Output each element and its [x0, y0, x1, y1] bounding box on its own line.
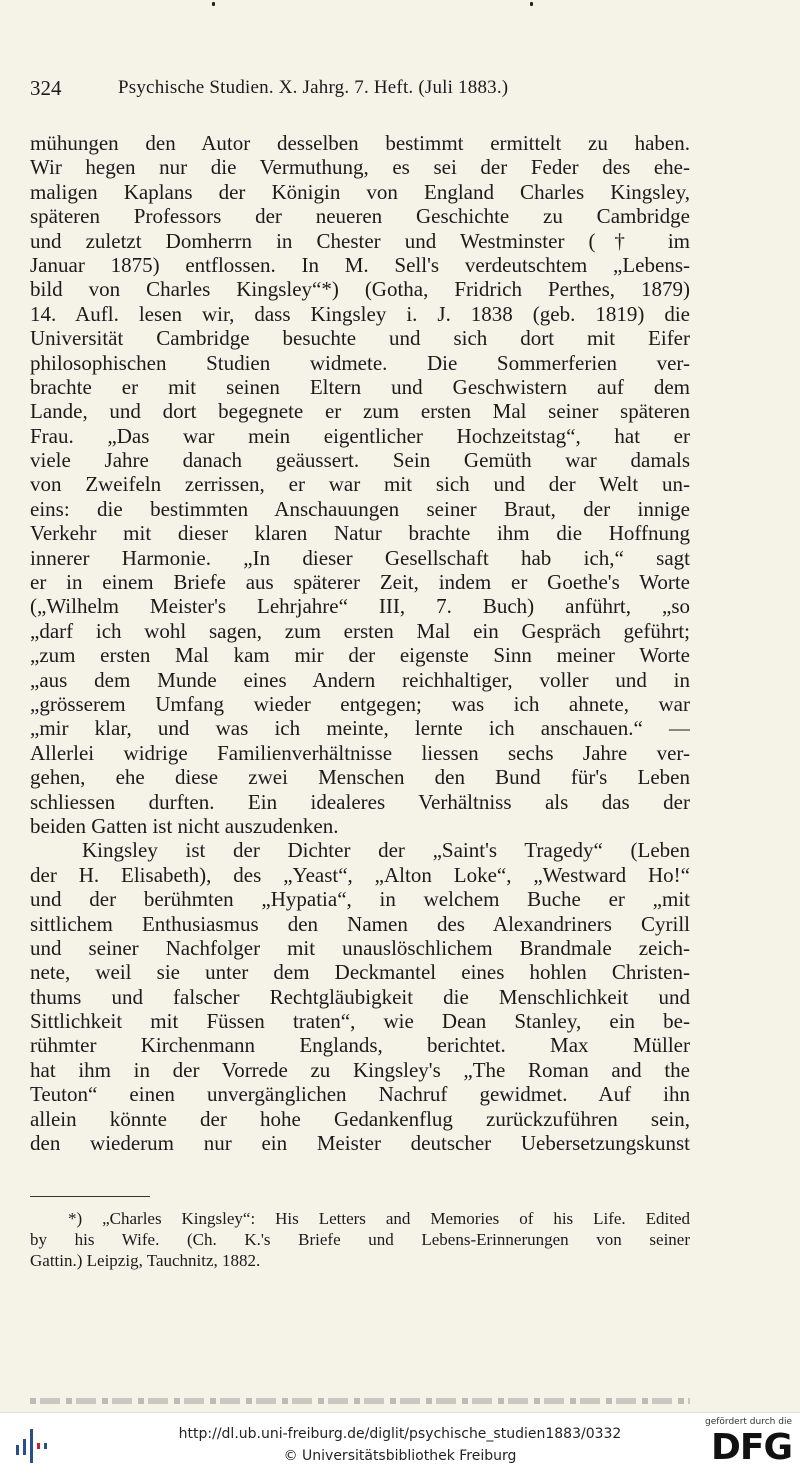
text-line: „darf ich wohl sagen, zum ersten Mal ein Gespräch geführt; — [30, 618, 690, 643]
page-number: 324 — [30, 76, 62, 100]
dfg-logo-text: DFG — [710, 1427, 792, 1468]
text-line: Januar 1875) entflossen. In M. Sell's verdeutschtem „Lebens- — [30, 252, 690, 277]
text-line: und der berühmten „Hypatia“, in welchem Buche er „mit — [30, 887, 690, 912]
text-line: und seiner Nachfolger mit unauslöschlichem Brandmale zeich- — [30, 935, 690, 960]
footnote-line: by his Wife. (Ch. K.'s Briefe und Lebens-Erinnerungen von seiner — [30, 1230, 690, 1249]
text-line: Universität Cambridge besuchte und sich dort mit Eifer — [30, 326, 690, 351]
text-line: sittlichem Enthusiasmus den Namen des Alexandriners Cyrill — [30, 911, 690, 936]
text-line: hat ihm in der Vorrede zu Kingsley's „The Roman and the — [30, 1057, 690, 1082]
scan-speck — [212, 2, 215, 6]
text-line: 14. Aufl. lesen wir, dass Kingsley i. J. 1838 (geb. 1819) die — [30, 301, 690, 326]
text-line: schliessen durften. Ein idealeres Verhältniss als das der — [30, 789, 690, 814]
text-line: Wir hegen nur die Vermuthung, es sei der Feder des ehe- — [30, 155, 690, 180]
text-line: Verkehr mit dieser klaren Natur brachte ihm die Hoffnung — [30, 521, 690, 546]
text-line: Frau. „Das war mein eigentlicher Hochzeitstag“, hat er — [30, 423, 690, 448]
text-line: gehen, ehe diese zwei Menschen den Bund für's Leben — [30, 765, 690, 790]
text-line: rühmter Kirchenmann Englands, berichtet. Max Müller — [30, 1033, 690, 1058]
text-line: Teuton“ einen unvergänglichen Nachruf gewidmet. Auf ihn — [30, 1082, 690, 1107]
text-line: Kingsley ist der Dichter der „Saint's Tragedy“ (Leben — [82, 838, 690, 863]
text-line: Lande, und dort begegnete er zum ersten Mal seiner späteren — [30, 399, 690, 424]
running-header — [30, 76, 730, 102]
running-title: Psychische Studien. X. Jahrg. 7. Heft. (Juli 1883.) — [118, 77, 509, 98]
text-line: „zum ersten Mal kam mir der eigenste Sinn meiner Worte — [30, 643, 690, 668]
footnote-rule — [30, 1196, 150, 1197]
text-line: beiden Gatten ist nicht auszudenken. — [30, 813, 339, 838]
text-line: Allerlei widrige Familienverhältnisse liessen sechs Jahre ver- — [30, 740, 690, 765]
text-line: „aus dem Munde eines Andern reichhaltiger, voller und in — [30, 667, 690, 692]
text-line: Sittlichkeit mit Füssen traten“, wie Dean Stanley, ein be- — [30, 1009, 690, 1034]
text-line: er in einem Briefe aus späterer Zeit, indem er Goethe's Worte — [30, 570, 690, 595]
text-line: allein könnte der hohe Gedankenflug zurückzuführen sein, — [30, 1106, 690, 1131]
text-line: innerer Harmonie. „In dieser Gesellschaft hab ich,“ sagt — [30, 545, 690, 570]
dfg-logo — [706, 1417, 792, 1471]
text-line: viele Jahre danach geäussert. Sein Gemüth war damals — [30, 448, 690, 473]
footnote-line: Gattin.) Leipzig, Tauchnitz, 1882. — [30, 1251, 261, 1270]
text-line: nete, weil sie unter dem Deckmantel eines hohlen Christen- — [30, 960, 690, 985]
scan-artifact-strip — [30, 1398, 690, 1404]
text-line: bild von Charles Kingsley“*) (Gotha, Fridrich Perthes, 1879) — [30, 277, 690, 302]
footnote-line: *) „Charles Kingsley“: His Letters and Memories of his Life. Edited — [68, 1209, 690, 1228]
library-footer — [0, 1412, 800, 1473]
funder-tagline: gefördert durch die — [705, 1417, 792, 1427]
text-line: „mir klar, und was ich meinte, lernte ich anschauen.“ — — [30, 716, 690, 741]
text-line: maligen Kaplans der Königin von England Charles Kingsley, — [30, 179, 690, 204]
text-line: thums und falscher Rechtgläubigkeit die Menschlichkeit und — [30, 984, 690, 1009]
text-line: philosophischen Studien widmete. Die Sommerferien ver- — [30, 350, 690, 375]
permalink-url[interactable]: http://dl.ub.uni-freiburg.de/diglit/psychische_studien1883/0332 — [178, 1426, 622, 1442]
text-line: späteren Professors der neueren Geschichte zu Cambridge — [30, 204, 690, 229]
text-line: und zuletzt Domherrn in Chester und Westminster († im — [30, 228, 690, 253]
text-line: brachte er mit seinen Eltern und Geschwistern auf dem — [30, 374, 690, 399]
text-line: „grösserem Umfang wieder entgegen; was ich ahnete, war — [30, 691, 690, 716]
text-line: mühungen den Autor desselben bestimmt ermittelt zu haben. — [30, 131, 690, 155]
text-line: („Wilhelm Meister's Lehrjahre“ III, 7. Buch) anführt, „so — [30, 594, 690, 619]
text-line: den wiederum nur ein Meister deutscher Uebersetzungskunst — [30, 1131, 690, 1156]
copyright-notice: © Universitätsbibliothek Freiburg — [283, 1448, 517, 1464]
text-line: von Zweifeln zerrissen, er war mit sich und der Welt un- — [30, 472, 690, 497]
scan-speck — [530, 2, 533, 6]
text-line: eins: die bestimmten Anschauungen seiner Braut, der innige — [30, 496, 690, 521]
text-line: der H. Elisabeth), des „Yeast“, „Alton Loke“, „Westward Ho!“ — [30, 862, 690, 887]
body-text — [30, 131, 690, 1155]
footnote — [30, 1208, 690, 1271]
